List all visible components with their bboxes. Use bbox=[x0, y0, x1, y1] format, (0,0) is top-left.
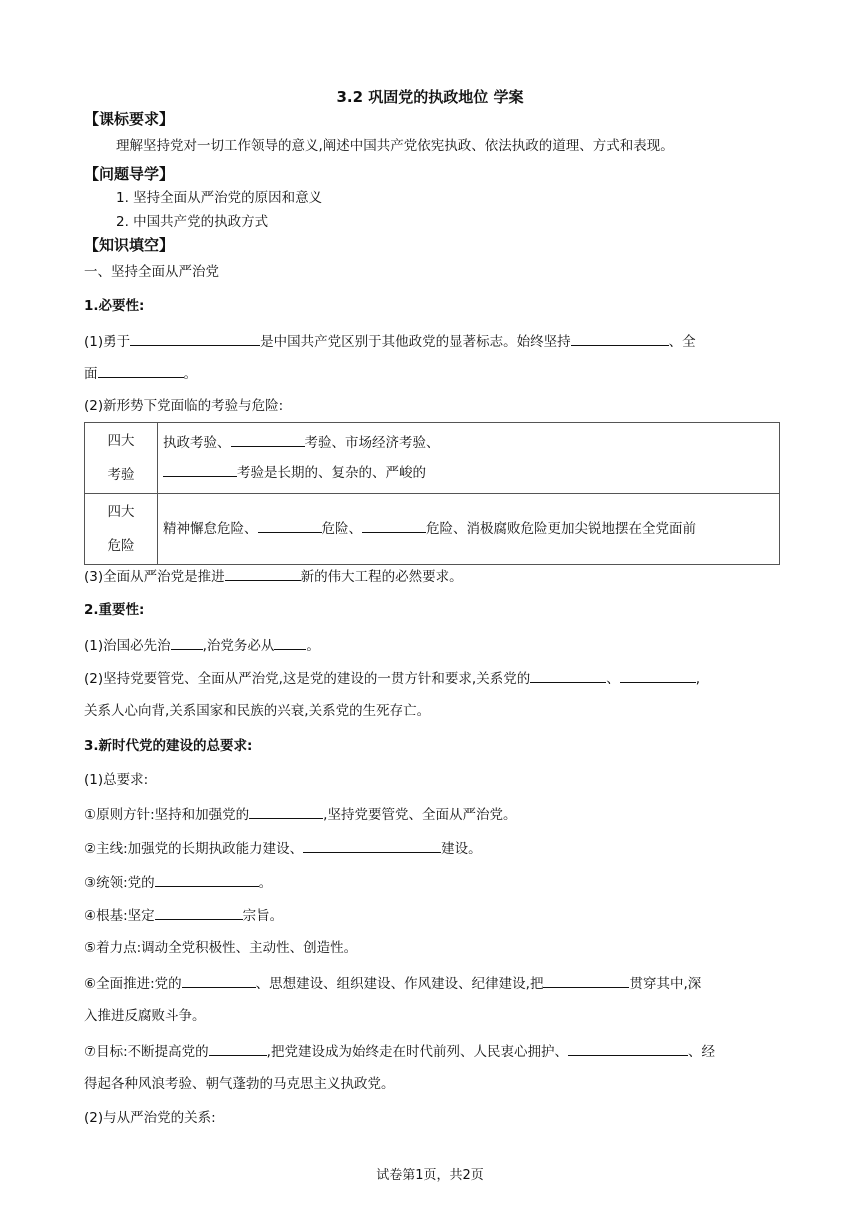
question-item-1: 1. 坚持全面从严治党的原因和意义 bbox=[116, 190, 323, 206]
text-run: 宗旨。 bbox=[242, 908, 284, 924]
fill-blank[interactable] bbox=[274, 634, 306, 650]
subsection-importance-title: 2.重要性: bbox=[84, 602, 145, 618]
fill-blank[interactable] bbox=[249, 803, 323, 819]
question-item-2: 2. 中国共产党的执政方式 bbox=[116, 214, 269, 230]
text-run: 危险、 bbox=[321, 521, 362, 537]
text-run: (1)勇于 bbox=[84, 334, 131, 350]
text-run: (2)坚持党要管党、全面从严治党,这是党的建设的一贯方针和要求,关系党的 bbox=[84, 671, 531, 687]
text-run: 、全 bbox=[668, 334, 696, 350]
requirements-overview: (1)总要求: bbox=[84, 772, 149, 788]
text-run: 贯穿其中,深 bbox=[629, 976, 702, 992]
subsection-necessity-title: 1.必要性: bbox=[84, 298, 145, 314]
table-row bbox=[85, 423, 780, 494]
relationship-para: (2)与从严治党的关系: bbox=[84, 1110, 216, 1126]
fill-blank[interactable] bbox=[225, 565, 301, 581]
requirement-item-7-line-2: 得起各种风浪考验、朝气蓬勃的马克思主义执政党。 bbox=[84, 1076, 395, 1092]
part-heading-1: 一、坚持全面从严治党 bbox=[84, 264, 219, 280]
fill-blank[interactable] bbox=[571, 330, 669, 346]
subsection-general-requirements-title: 3.新时代党的建设的总要求: bbox=[84, 738, 253, 754]
label-text: 四大 bbox=[107, 433, 135, 449]
requirement-item-3 bbox=[84, 871, 784, 893]
table-row-label bbox=[85, 423, 158, 494]
fill-blank[interactable] bbox=[98, 362, 184, 378]
importance-para-2-line-2: 关系人心向背,关系国家和民族的兴衰,关系党的生死存亡。 bbox=[84, 703, 431, 719]
necessity-para-3 bbox=[84, 565, 784, 587]
text-run: (1)治国必先治 bbox=[84, 638, 171, 654]
text-run: 精神懈怠危险、 bbox=[163, 521, 258, 537]
text-run: , bbox=[695, 671, 701, 687]
fill-blank[interactable] bbox=[231, 431, 305, 447]
text-run: 新的伟大工程的必然要求。 bbox=[300, 569, 463, 585]
section-heading-curriculum: 【课标要求】 bbox=[84, 110, 175, 128]
text-run: 面 bbox=[84, 366, 98, 382]
text-run: (3)全面从严治党是推进 bbox=[84, 569, 225, 585]
table-row-content bbox=[158, 423, 780, 494]
page-footer: 试卷第1页，共2页 bbox=[376, 1168, 484, 1183]
text-run: ,坚持党要管党、全面从严治党。 bbox=[323, 807, 517, 823]
text-run: ⑦目标:不断提高党的 bbox=[84, 1044, 209, 1060]
content-line bbox=[163, 458, 778, 488]
requirement-item-7-line-1 bbox=[84, 1040, 784, 1062]
document-title: 3.2 巩固党的执政地位 学案 bbox=[336, 88, 524, 106]
text-run: ④根基:坚定 bbox=[84, 908, 155, 924]
label-text: 四大 bbox=[107, 504, 135, 520]
fill-blank[interactable] bbox=[620, 667, 696, 683]
requirement-item-6-line-1 bbox=[84, 972, 784, 994]
requirement-item-4 bbox=[84, 904, 784, 926]
text-run: 执政考验、 bbox=[163, 435, 231, 451]
tests-dangers-table bbox=[84, 422, 780, 565]
text-run: 是中国共产党区别于其他政党的显著标志。始终坚持 bbox=[260, 334, 571, 350]
necessity-para-1-line-2 bbox=[84, 362, 784, 384]
necessity-para-1-line-1 bbox=[84, 330, 784, 352]
fill-blank[interactable] bbox=[530, 667, 606, 683]
section-heading-fill-in: 【知识填空】 bbox=[84, 236, 175, 254]
fill-blank[interactable] bbox=[155, 904, 243, 920]
importance-para-2-line-1 bbox=[84, 667, 784, 689]
text-run: 建设。 bbox=[441, 841, 482, 857]
fill-blank[interactable] bbox=[362, 517, 426, 533]
text-run: 考验、市场经济考验、 bbox=[304, 435, 440, 451]
text-run: 。 bbox=[258, 875, 273, 891]
text-run: ③统领:党的 bbox=[84, 875, 155, 891]
label-text: 危险 bbox=[107, 538, 135, 554]
requirement-item-6-line-2: 入推进反腐败斗争。 bbox=[84, 1008, 206, 1024]
text-run: 、经 bbox=[687, 1044, 715, 1060]
text-run: 。 bbox=[183, 366, 197, 382]
fill-blank[interactable] bbox=[209, 1040, 267, 1056]
table-row bbox=[85, 494, 780, 565]
fill-blank[interactable] bbox=[163, 461, 237, 477]
label-text: 考验 bbox=[107, 467, 135, 483]
requirement-item-2 bbox=[84, 837, 784, 859]
text-run: ①原则方针:坚持和加强党的 bbox=[84, 807, 250, 823]
text-run: 。 bbox=[306, 638, 320, 654]
text-run: ②主线:加强党的长期执政能力建设、 bbox=[84, 841, 304, 857]
text-run: ⑥全面推进:党的 bbox=[84, 976, 182, 992]
fill-blank[interactable] bbox=[303, 837, 441, 853]
fill-blank[interactable] bbox=[182, 972, 256, 988]
fill-blank[interactable] bbox=[258, 517, 322, 533]
text-run: 、 bbox=[606, 671, 620, 687]
fill-blank[interactable] bbox=[130, 330, 260, 346]
table-row-content bbox=[158, 494, 780, 565]
text-run: ,把党建设成为始终走在时代前列、人民衷心拥护、 bbox=[266, 1044, 568, 1060]
requirement-item-1 bbox=[84, 803, 784, 825]
importance-para-1 bbox=[84, 634, 784, 656]
text-run: ,治党务必从 bbox=[202, 638, 275, 654]
text-run: 、思想建设、组织建设、作风建设、纪律建设,把 bbox=[255, 976, 544, 992]
requirement-item-5: ⑤着力点:调动全党积极性、主动性、创造性。 bbox=[84, 940, 358, 956]
necessity-para-2: (2)新形势下党面临的考验与危险: bbox=[84, 398, 284, 414]
curriculum-text: 理解坚持党对一切工作领导的意义,阐述中国共产党依宪执政、依法执政的道理、方式和表现。 bbox=[116, 138, 674, 154]
text-run: 考验是长期的、复杂的、严峻的 bbox=[237, 465, 426, 481]
text-run: 危险、消极腐败危险更加尖锐地摆在全党面前 bbox=[426, 521, 696, 537]
fill-blank[interactable] bbox=[543, 972, 629, 988]
content-line bbox=[163, 428, 778, 458]
fill-blank[interactable] bbox=[171, 634, 203, 650]
table-row-label bbox=[85, 494, 158, 565]
fill-blank[interactable] bbox=[155, 871, 259, 887]
fill-blank[interactable] bbox=[568, 1040, 688, 1056]
section-heading-questions: 【问题导学】 bbox=[84, 165, 175, 183]
